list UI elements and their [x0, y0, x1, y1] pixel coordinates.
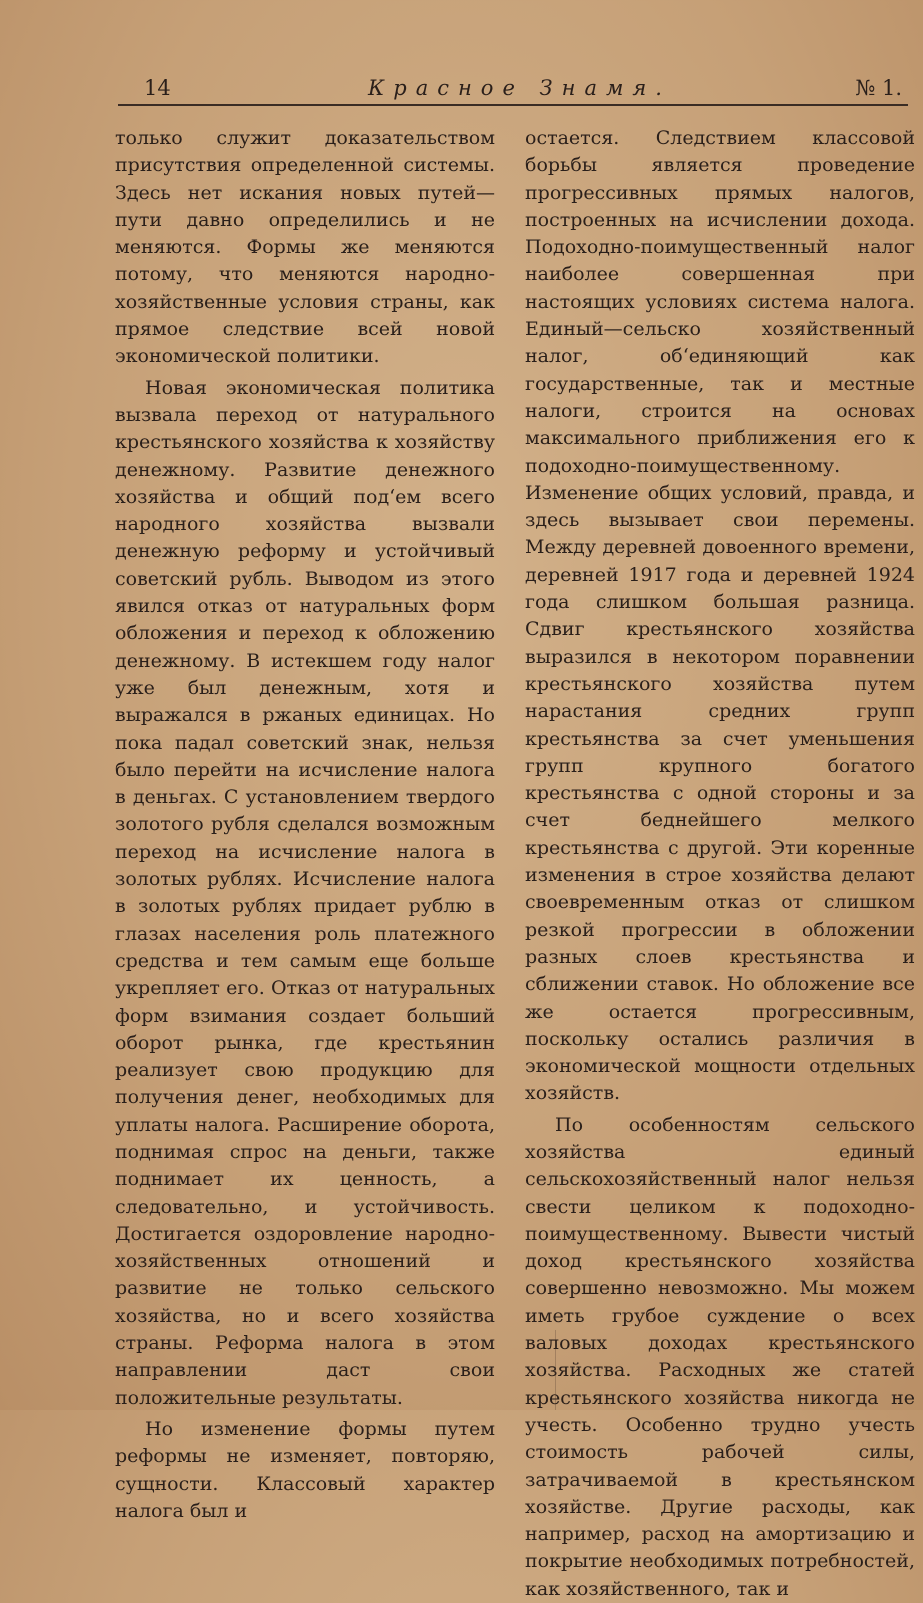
paragraph: По особенностям сельского хозяйства единый сельскохозяйственный налог нельзя свести целиком к подоходно-поимущественному. Вывести чистый доход крестьянского хозяйства совершенно невозможно. Мы можем иметь грубое суждение о всех валовых доходах крестьянского хозяйства. Расходных же статей крестьянского хозяйства никогда не учесть. Особенно трудно учесть стоимость рабочей силы, затрачиваемой в крестьянском хозяйстве. Другие расходы, как например, расход на амортизацию и покрытие необходимых потребностей, как хозяйственного, так и [525, 1113, 915, 1600]
left-column [115, 125, 495, 1525]
paragraph: Но изменение формы путем реформы не изменяет, повторяю, сущности. Классовый характер налога был и [115, 1417, 495, 1522]
paragraph: остается. Следствием классовой борьбы является проведение прогрессивных прямых налогов, построенных на исчислении дохода. Подоходно-поимущественный налог наиболее совершенная при настоящих условиях система налога. Единый—сельско хозяйственный налог, об‘единяющий как государственные, так и местные налоги, строится на основах максимального приближения его к подоходно-поимущественному. Изменение общих условий, правда, и здесь вызывает свои перемены. Между деревней довоенного времени, деревней 1917 года и деревней 1924 года слишком большая разница. Сдвиг крестьянского хозяйства выразился в некотором поравнении крестьянского хозяйства путем нарастания средних групп крестьянства за счет уменьшения групп крупного богатого крестьянства с одной стороны и за счет беднейшего мелкого крестьянства с другой. Эти коренные изменения в строе хозяйства делают своевременным отказ от слишком резкой прогрессии в обложении разных слоев крестьянства и сближении ставок. Но обложение все же остается прогрессивным, поскольку остались различия в экономической мощности отдельных хозяйств. [525, 127, 915, 1105]
paragraph: только служит доказательством присутствия определенной системы. Здесь нет искания новых путей—пути давно определились и не меняются. Формы же меняются потому, что меняются народно-хозяйственные условия страны, как прямое следствие всей новой экономической политики. [115, 127, 495, 368]
page-header [118, 70, 908, 106]
issue-number: № 1. [855, 76, 902, 100]
journal-title: Красное Знамя. [368, 76, 671, 100]
paragraph: Новая экономическая политика вызвала переход от натурального крестьянского хозяйства к хозяйству денежному. Развитие денежного хозяйства и общий под‘ем всего народного хозяйства вызвали денежную реформу и устойчивый советский рубль. Выводом из этого явился отказ от натуральных форм обложения и переход к обложению денежному. В истекшем году налог уже был денежным, хотя и выражался в ржаных единицах. Но пока падал советский знак, нельзя было перейти на исчисление налога в деньгах. С установлением твердого золотого рубля сделался возможным переход на исчисление налога в золотых рублях. Исчисление налога в золотых рублях придает рублю в глазах населения роль платежного средства и тем самым еще больше укрепляет его. Отказ от натуральных форм взимания создает больший оборот рынка, где крестьянин реализует свою продукцию для получения денег, необходимых для уплаты налога. Расширение оборота, поднимая спрос на деньги, также поднимает их ценность, а следовательно, и устойчивость. Достигается оздоровление народно-хозяйственных отношений и развитие не только сельского хозяйства, но и всего хозяйства страны. Реформа налога в этом направлении даст свои положительные результаты. [115, 376, 495, 1409]
page-number: 14 [144, 76, 171, 100]
page-fold-line [555, 1330, 562, 1410]
right-column [525, 125, 915, 1603]
